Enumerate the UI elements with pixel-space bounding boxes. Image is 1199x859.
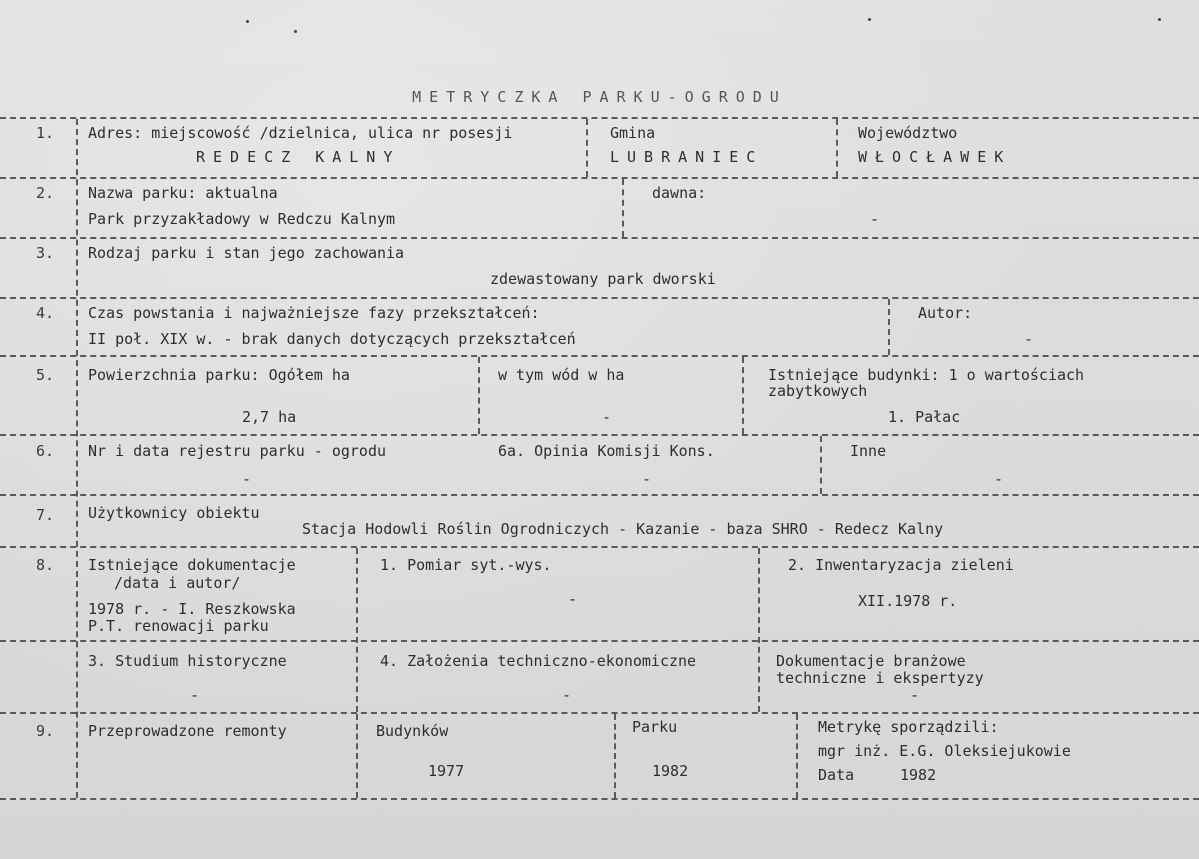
prepared-by-value: mgr inż. E.G. Oleksiejukowie [818,742,1071,760]
docs-value-cont: P.T. renowacji parku [88,617,269,635]
voivodeship-label: Województwo [858,124,958,142]
branch-docs-label-cont: techniczne i ekspertyzy [776,669,984,687]
gmina-label: Gmina [610,124,656,142]
other-value: - [994,470,1004,488]
opinion-label: 6a. Opinia Komisji Kons. [498,442,715,460]
renovations-label: Przeprowadzone remonty [88,722,287,740]
history-study-label: 3. Studium historyczne [88,652,287,670]
rule [0,297,1199,299]
docs-label: Istniejące dokumentacje [88,556,296,574]
rule [0,355,1199,357]
column-divider [836,119,838,177]
column-divider [758,548,760,712]
author-value: - [1024,330,1034,348]
park-type-value: zdewastowany park dworski [490,270,716,288]
origin-value: II poł. XIX w. - brak danych dotyczących przekształceń [88,330,576,348]
park-type-label: Rodzaj parku i stan jego zachowania [88,244,405,262]
column-divider [820,436,822,494]
speck [868,18,871,21]
column-divider [586,119,588,177]
date-label: Data [818,766,855,784]
former-name-label: dawna: [652,184,707,202]
date-value: 1982 [900,766,937,784]
survey-label: 1. Pomiar syt.-wys. [380,556,552,574]
row-number: 5. [36,366,55,384]
speck [294,30,297,33]
column-divider [888,299,890,355]
row-number: 3. [36,244,55,262]
rule [0,434,1199,436]
row-number: 2. [36,184,55,202]
column-divider [478,357,480,434]
author-label: Autor: [918,304,973,322]
speck [1158,18,1161,21]
branch-docs-value: - [910,686,920,704]
register-label: Nr i data rejestru parku - ogrodu [88,442,387,460]
prepared-by-label: Metrykę sporządzili: [818,718,999,736]
history-study-value: - [190,686,200,704]
document-title: METRYCZKA PARKU-OGRODU [412,88,787,106]
rule [0,237,1199,239]
area-label: Powierzchnia parku: Ogółem ha [88,366,350,384]
row-number: 8. [36,556,55,574]
row-number: 7. [36,506,55,524]
buildings-label-cont: zabytkowych [768,382,868,400]
other-label: Inne [850,442,887,460]
renovation-park-label: Parku [632,718,678,736]
park-name-value: Park przyzakładowy w Redczu Kalnym [88,210,396,228]
docs-value: 1978 r. - I. Reszkowska [88,600,296,618]
row-number: 1. [36,124,55,142]
column-divider [622,179,624,237]
greenery-label: 2. Inwentaryzacja zieleni [788,556,1014,574]
rule [0,546,1199,548]
row-number: 6. [36,442,55,460]
rule [0,117,1199,119]
greenery-value: XII.1978 r. [858,592,958,610]
tech-assumptions-label: 4. Założenia techniczno-ekonomiczne [380,652,697,670]
water-value: - [602,408,612,426]
voivodeship-value: WŁOCŁAWEK [858,148,1012,166]
park-name-label: Nazwa parku: aktualna [88,184,278,202]
users-label: Użytkownicy obiektu [88,504,260,522]
gmina-value: LUBRANIEC [610,148,764,166]
renovation-buildings-label: Budynków [376,722,449,740]
buildings-value: 1. Pałac [888,408,961,426]
users-value: Stacja Hodowli Roślin Ogrodniczych - Kazanie - baza SHRO - Redecz Kalny [302,520,944,538]
rule [0,494,1199,496]
column-divider [796,714,798,798]
origin-label: Czas powstania i najważniejsze fazy przekształceń: [88,304,540,322]
survey-value: - [568,590,578,608]
speck [246,20,249,23]
column-divider [356,714,358,798]
rule [0,177,1199,179]
renovation-buildings-value: 1977 [428,762,465,780]
column-divider [742,357,744,434]
buildings-label: Istniejące budynki: 1 o wartościach [768,366,1085,384]
column-divider [76,119,78,798]
branch-docs-label: Dokumentacje branżowe [776,652,966,670]
column-divider [614,714,616,798]
former-name-value: - [870,210,880,228]
column-divider [356,548,358,712]
register-value: - [242,470,252,488]
tech-assumptions-value: - [562,686,572,704]
rule [0,640,1199,642]
opinion-value: - [642,470,652,488]
renovation-park-value: 1982 [652,762,689,780]
address-value: REDECZ KALNY [196,148,401,166]
docs-label-cont: /data i autor/ [114,574,241,592]
rule [0,798,1199,800]
area-value: 2,7 ha [242,408,297,426]
rule [0,712,1199,714]
row-number: 9. [36,722,55,740]
address-label: Adres: miejscowość /dzielnica, ulica nr posesji [88,124,513,142]
water-label: w tym wód w ha [498,366,625,384]
row-number: 4. [36,304,55,322]
